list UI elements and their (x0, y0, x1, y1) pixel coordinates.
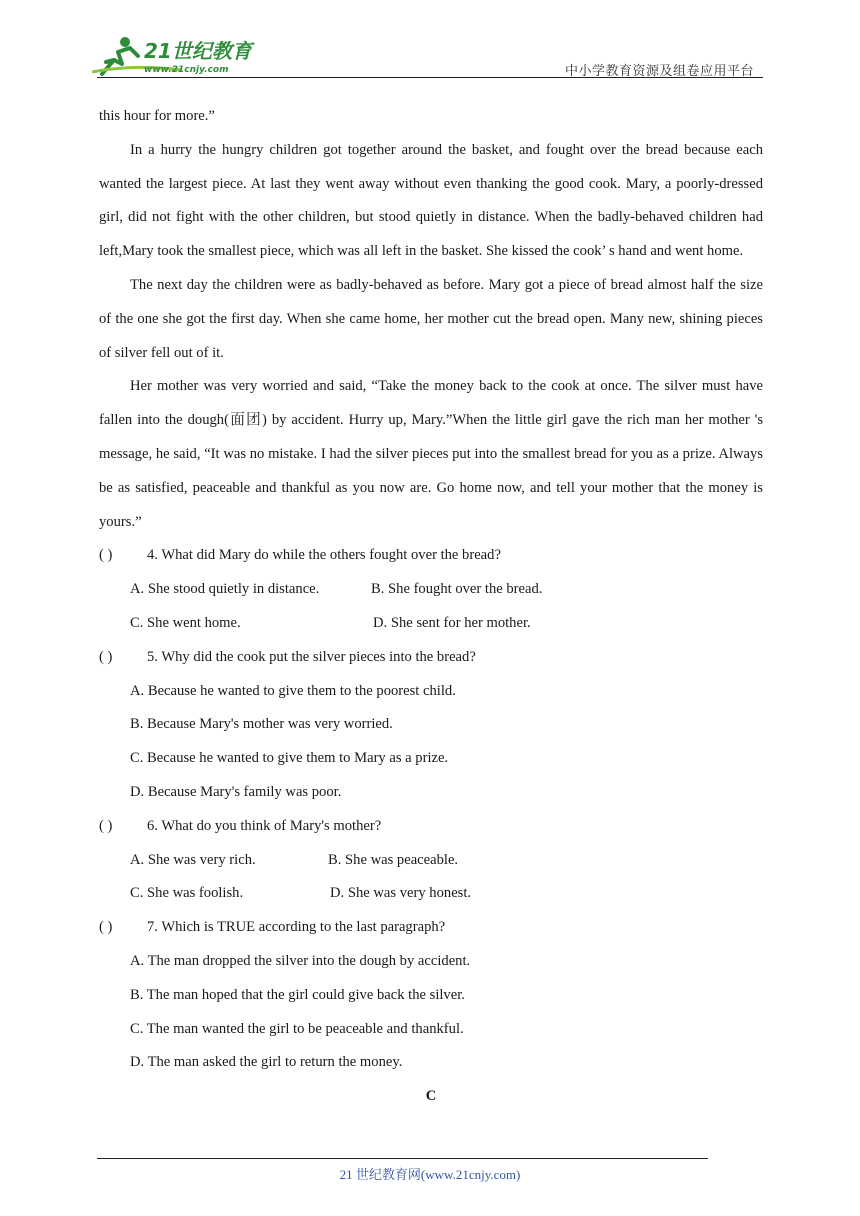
question-stem: 4. What did Mary do while the others fought over the bread? (147, 547, 501, 564)
question-4 (99, 539, 763, 573)
options-row (99, 844, 763, 878)
svg-text:www.21cnjy.com: www.21cnjy.com (144, 65, 229, 75)
option-a: A. She was very rich. (130, 851, 256, 868)
option-b: B. The man hoped that the girl could give back the silver. (130, 986, 465, 1003)
options-row (99, 607, 763, 641)
option-c: C. She went home. (130, 614, 241, 631)
option-b: B. She was peaceable. (328, 851, 459, 868)
options-row (99, 877, 763, 911)
answer-blank[interactable]: ( ) (99, 919, 113, 936)
option-b: B. Because Mary's mother was very worried. (130, 716, 393, 733)
passage-paragraph-3: Her mother was very worried and said, “Take the money back to the cook at once. The silver must have fallen into the dough(面团) by accident. Hurry up, Mary.”When the little girl gave the rich man her mother 's message, he said, “It was no mistake. I had the silver pieces put into the smallest bread for you as a prize. Always be as satisfied, peaceable and thankful as you now are. Go home now, and tell your mother that the money is yours.” (99, 378, 763, 530)
footer-divider (97, 1158, 708, 1159)
options-row (99, 573, 763, 607)
question-7 (99, 911, 763, 945)
section-heading: C (425, 1088, 437, 1105)
question-stem: 6. What do you think of Mary's mother? (147, 817, 382, 834)
option-c: C. She was foolish. (130, 885, 244, 902)
answer-blank[interactable]: ( ) (99, 547, 113, 564)
option-d: D. She was very honest. (330, 885, 472, 902)
document-body (99, 100, 763, 1114)
answer-blank[interactable]: ( ) (99, 648, 113, 665)
option-a: A. She stood quietly in distance. (130, 581, 320, 598)
footer-site-text[interactable]: 21 世纪教育网(www.21cnjy.com) (339, 1167, 521, 1182)
option-c: C. The man wanted the girl to be peaceable and thankful. (130, 1020, 464, 1037)
option-d: D. The man asked the girl to return the money. (130, 1054, 403, 1071)
question-5 (99, 641, 763, 675)
option-a: A. Because he wanted to give them to the poorest child. (130, 682, 456, 699)
passage-paragraph-2: The next day the children were as badly-behaved as before. Mary got a piece of bread almost half the size of the one she got the first day. When she came home, her mother cut the bread open. Many new, shining pieces of silver fell out of it. (99, 276, 763, 361)
option-c: C. Because he wanted to give them to Mary as a prize. (130, 750, 449, 767)
svg-text:21世纪教育: 21世纪教育 (144, 39, 252, 63)
question-stem: 7. Which is TRUE according to the last paragraph? (147, 919, 446, 936)
option-d: D. Because Mary's family was poor. (130, 783, 342, 800)
option-a: A. The man dropped the silver into the dough by accident. (130, 952, 471, 969)
site-logo (92, 34, 262, 78)
question-stem: 5. Why did the cook put the silver pieces into the bread? (147, 648, 476, 665)
option-d: D. She sent for her mother. (373, 614, 531, 631)
answer-blank[interactable]: ( ) (99, 817, 113, 834)
passage-paragraph-1: In a hurry the hungry children got together around the basket, and fought over the bread because each wanted the largest piece. At last they went away without even thanking the good cook. Mary, a poorly-dressed girl, did not fight with the other children, but stood quietly in distance. When the badly-behaved children had left,Mary took the smallest piece, which was all left in the basket. She kissed the cook’ s hand and went home. (99, 141, 763, 260)
passage-continued-line: this hour for more.” (99, 108, 215, 124)
running-person-logo-icon (92, 34, 262, 78)
option-b: B. She fought over the bread. (371, 581, 543, 598)
question-6 (99, 810, 763, 844)
header-platform-title: 中小学教育资源及组卷应用平台 (564, 64, 754, 79)
header-divider (97, 77, 763, 78)
